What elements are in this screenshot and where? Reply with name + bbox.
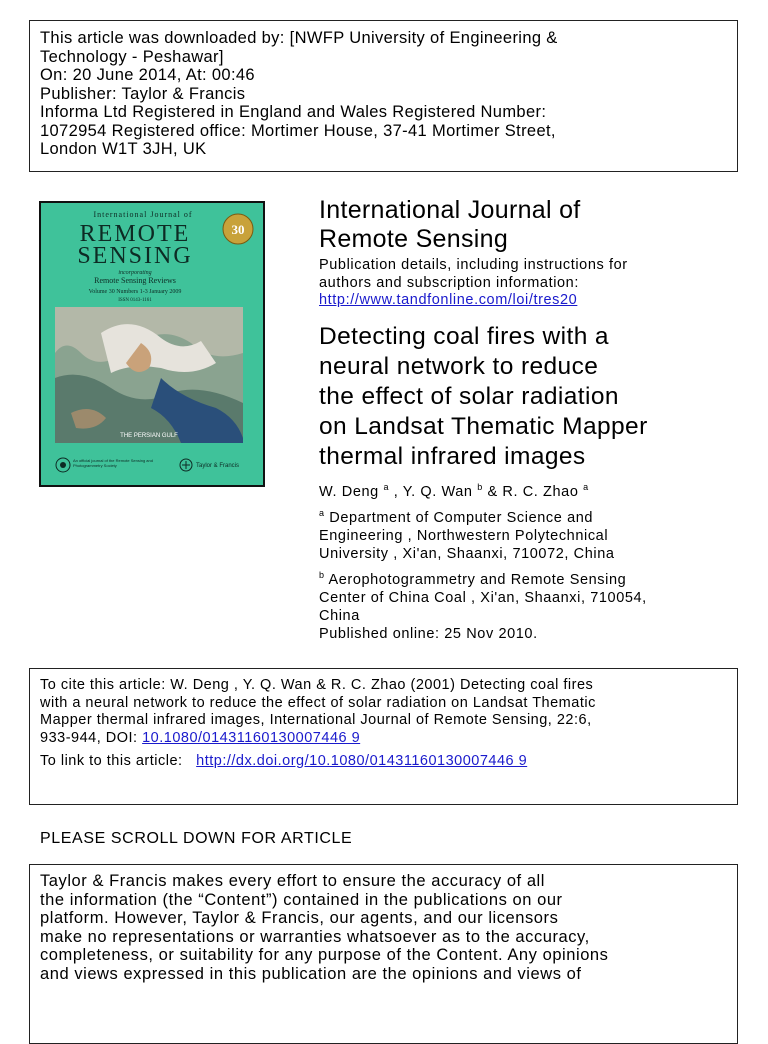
scroll-down-note: PLEASE SCROLL DOWN FOR ARTICLE <box>40 830 353 847</box>
journal-title <box>319 196 739 254</box>
published-date: Published online: 25 Nov 2010. <box>319 625 538 642</box>
download-notice-line: This article was downloaded by: [NWFP University of Engineering & <box>40 29 558 47</box>
cover-badge: 30 <box>231 222 245 237</box>
affiliation-marker: a <box>583 481 589 492</box>
affiliation-b <box>319 566 739 625</box>
download-notice-line: London W1T 3JH, UK <box>40 140 207 158</box>
disclaimer-line: platform. However, Taylor & Francis, our agents, and our licensors <box>40 909 559 927</box>
journal-cover-image <box>39 201 265 487</box>
article-title-line: Detecting coal fires with a <box>319 322 609 350</box>
download-notice-line: Informa Ltd Registered in England and Wales Registered Number: <box>40 103 547 121</box>
download-notice-line: On: 20 June 2014, At: 00:46 <box>40 66 255 84</box>
cover-volume: Volume 30 Numbers 1-3 January 2009 <box>88 289 182 295</box>
disclaimer-box <box>29 864 738 1044</box>
article-info <box>319 196 739 643</box>
affiliation-line: Center of China Coal , Xi'an, Shaanxi, 710054, <box>319 589 647 606</box>
journal-url-link[interactable]: http://www.tandfonline.com/loi/tres20 <box>319 292 578 308</box>
article-title <box>319 322 739 472</box>
cover-issn: ISSN 0143-1161 <box>118 298 152 303</box>
article-title-line: thermal infrared images <box>319 442 586 470</box>
journal-title-line: Remote Sensing <box>319 225 509 253</box>
affiliation-marker: b <box>477 481 483 492</box>
publication-details-line: authors and subscription information: <box>319 274 579 291</box>
download-notice-line: Technology - Peshawar] <box>40 47 224 66</box>
cover-subtitle2: Remote Sensing Reviews <box>94 276 176 285</box>
author-name: W. Deng <box>319 483 379 500</box>
disclaimer-line: Taylor & Francis makes every effort to ensure the accuracy of all <box>40 872 545 890</box>
journal-title-line: International Journal of <box>319 196 581 224</box>
disclaimer-line: make no representations or warranties whatsoever as to the accuracy, <box>40 927 590 946</box>
affiliation-line: China <box>319 607 360 624</box>
citation-line: 933-944, DOI: <box>40 729 143 746</box>
authors: W. Deng $^a$ , Y. Q. Wan $^b$ & R. C. Zhao $^a$ <box>319 481 589 500</box>
cover-footer-left: An official journal of the Remote Sensing and Photogrammetry Society <box>73 458 153 468</box>
affiliation-line: Engineering , Northwestern Polytechnical <box>319 527 609 544</box>
cover-caption: THE PERSIAN GULF <box>120 433 178 439</box>
article-doi-url-link[interactable]: http://dx.doi.org/10.1080/01431160130007446 9 <box>196 753 528 769</box>
anniversary-badge-icon <box>223 214 253 244</box>
article-title-line: the effect of solar radiation <box>319 382 619 410</box>
cover-title-line1: REMOTE <box>79 221 191 247</box>
cover-footer-right: Taylor & Francis <box>196 463 240 469</box>
disclaimer-line: the information (the “Content”) contained in the publications on our <box>40 890 563 909</box>
affiliation-line: University , Xi'an, Shaanxi, 710072, China <box>319 545 615 562</box>
affiliation-marker: a <box>319 507 325 518</box>
author-name: R. C. Zhao <box>502 483 579 500</box>
affiliation-marker: a <box>383 481 390 492</box>
citation-line: To cite this article: W. Deng , Y. Q. Wan & R. C. Zhao (2001) Detecting coal fires <box>40 677 594 693</box>
citation-line: Mapper thermal infrared images, International Journal of Remote Sensing, 22:6, <box>40 712 592 728</box>
doi-link[interactable]: 10.1080/01431160130007446 9 <box>142 729 361 746</box>
disclaimer-line: completeness, or suitability for any purpose of the Content. Any opinions <box>40 946 609 964</box>
citation-line: with a neural network to reduce the effect of solar radiation on Landsat Thematic <box>40 694 596 711</box>
cover-satellite-image <box>55 307 243 443</box>
affiliation-line: Aerophotogrammetry and Remote Sensing <box>328 571 627 588</box>
download-notice-line: 1072954 Registered office: Mortimer House, 37-41 Mortimer Street, <box>40 121 556 140</box>
publication-details-line: Publication details, including instructions for <box>319 257 628 273</box>
affiliation-line: Department of Computer Science and <box>329 509 594 526</box>
download-notice-box <box>29 20 738 172</box>
cover-title-line2: SENSING <box>77 243 193 269</box>
disclaimer-line: and views expressed in this publication are the opinions and views of <box>40 964 582 983</box>
cover-header: International Journal of <box>93 210 193 219</box>
publication-details <box>319 257 739 310</box>
citation-box <box>29 668 738 805</box>
affiliation-marker: b <box>319 569 325 580</box>
article-link-label: To link to this article: <box>40 753 183 769</box>
download-notice-line: Publisher: Taylor & Francis <box>40 84 246 103</box>
affiliation-a <box>319 504 739 563</box>
article-title-line: neural network to reduce <box>319 352 599 380</box>
cover-subtitle1: incorporating <box>118 270 152 276</box>
author-name: Y. Q. Wan <box>402 483 473 500</box>
article-title-line: on Landsat Thematic Mapper <box>319 412 648 440</box>
